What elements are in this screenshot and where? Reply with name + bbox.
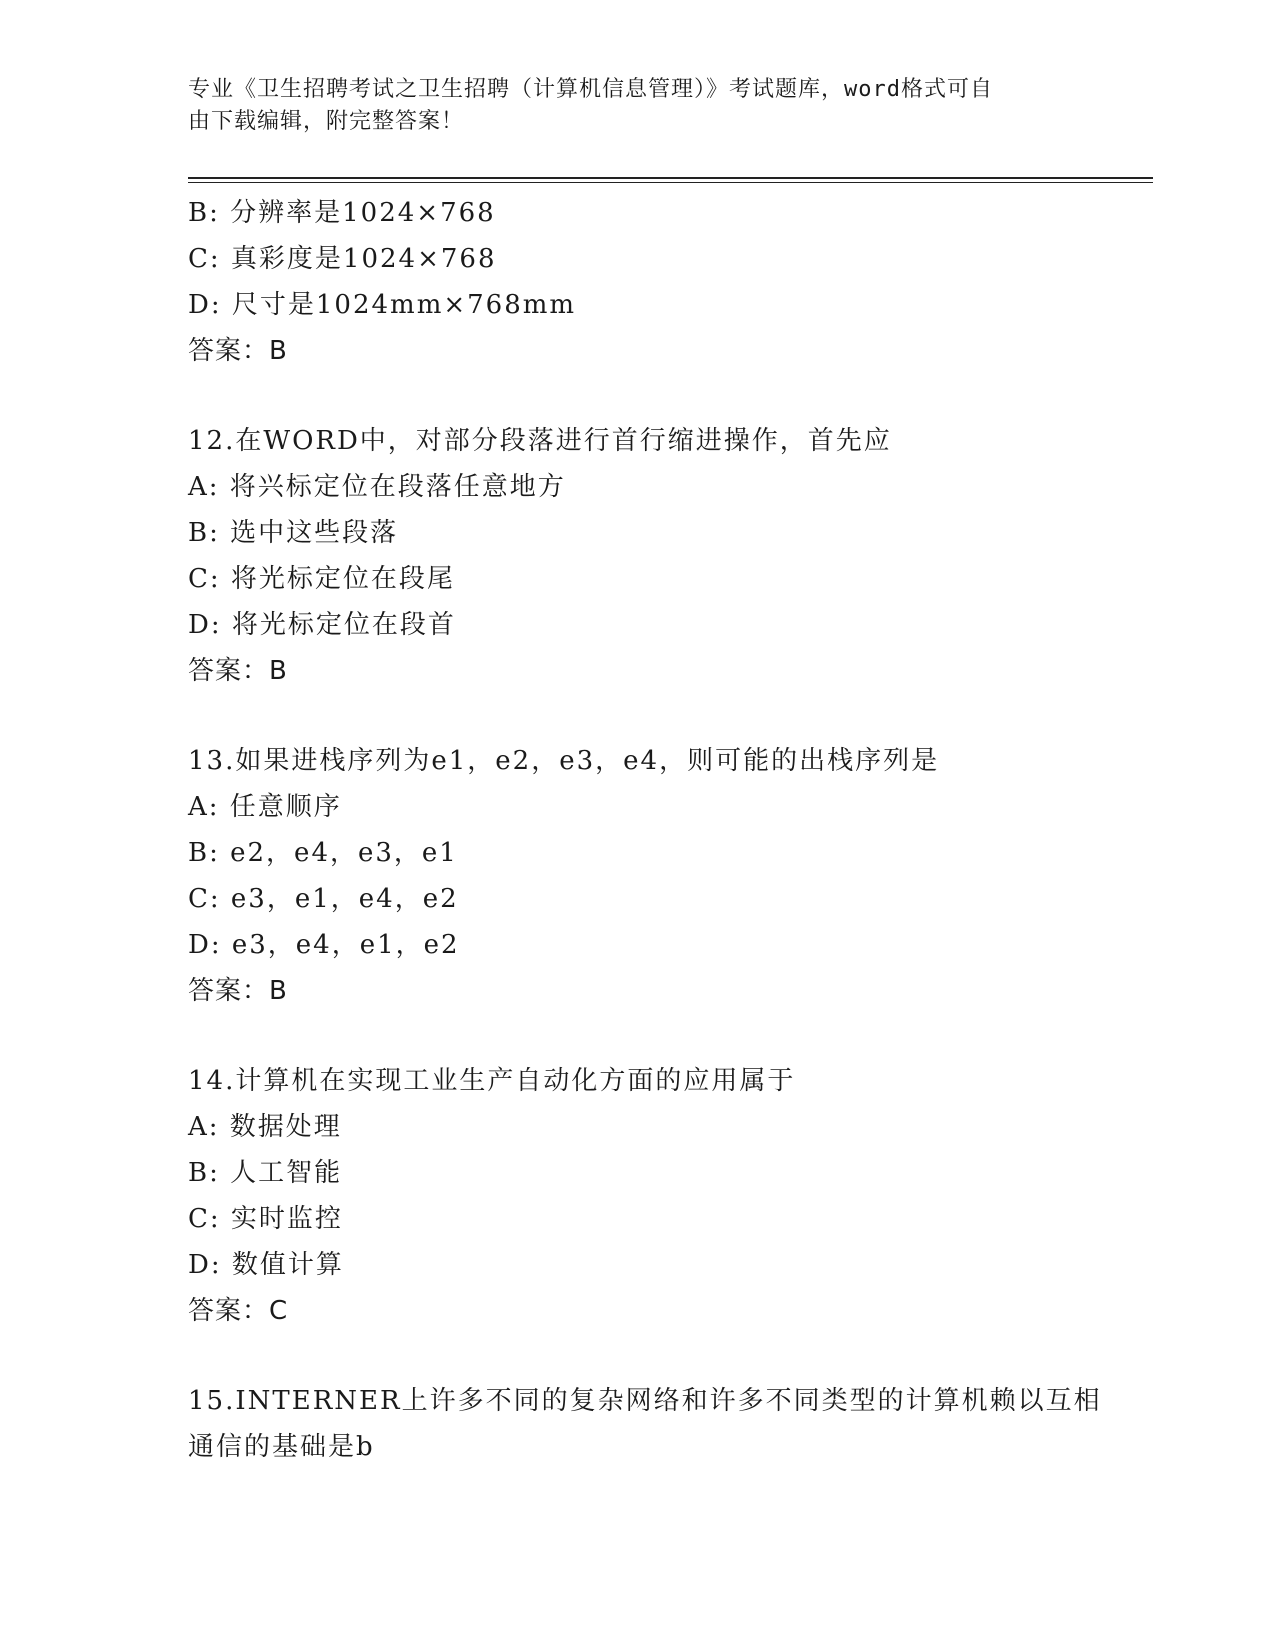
question-12: [188, 418, 1148, 694]
option-a: A: 数据处理: [188, 1112, 342, 1142]
answer-text: 答案：C: [188, 1296, 289, 1326]
option-b: B: 选中这些段落: [188, 518, 399, 548]
header-divider-thick: [188, 177, 1153, 179]
question-11: [188, 190, 1148, 374]
option-b: B: 人工智能: [188, 1158, 343, 1188]
option-a: A: 将兴标定位在段落任意地方: [188, 472, 566, 502]
question-title: 13.如果进栈序列为e1，e2，e3，e4，则可能的出栈序列是: [188, 746, 940, 776]
option-d: D: 尺寸是1024mm×768mm: [188, 290, 577, 320]
spacer: [188, 1014, 1148, 1058]
question-14: [188, 1058, 1148, 1334]
option-d: D: 数值计算: [188, 1250, 344, 1280]
question-title-line-2: 通信的基础是b: [188, 1432, 375, 1462]
question-content: [188, 190, 1148, 1470]
question-title: 14.计算机在实现工业生产自动化方面的应用属于: [188, 1066, 796, 1096]
spacer: [188, 1334, 1148, 1378]
question-13: [188, 738, 1148, 1014]
option-d: D: e3，e4，e1，e2: [188, 930, 460, 960]
question-title-line-1: 15.INTERNER上许多不同的复杂网络和许多不同类型的计算机赖以互相: [188, 1386, 1102, 1416]
question-title: 12.在WORD中，对部分段落进行首行缩进操作，首先应: [188, 426, 892, 456]
option-a: A: 任意顺序: [188, 792, 342, 822]
answer-text: 答案：B: [188, 336, 288, 366]
option-c: C: e3，e1，e4，e2: [188, 884, 459, 914]
answer-text: 答案：B: [188, 656, 288, 686]
option-d: D: 将光标定位在段首: [188, 610, 456, 640]
spacer: [188, 374, 1148, 418]
document-header: [188, 74, 1078, 138]
spacer: [188, 694, 1148, 738]
header-line-1: 专业《卫生招聘考试之卫生招聘（计算机信息管理）》考试题库，word格式可自: [188, 77, 993, 102]
option-c: C: 实时监控: [188, 1204, 343, 1234]
header-divider-thin: [188, 182, 1153, 183]
question-15: [188, 1378, 1148, 1470]
option-b: B: e2，e4，e3，e1: [188, 838, 458, 868]
option-b: B: 分辨率是1024×768: [188, 198, 496, 228]
option-c: C: 真彩度是1024×768: [188, 244, 497, 274]
header-line-2: 由下载编辑，附完整答案！: [188, 109, 465, 134]
option-c: C: 将光标定位在段尾: [188, 564, 455, 594]
answer-text: 答案：B: [188, 976, 288, 1006]
